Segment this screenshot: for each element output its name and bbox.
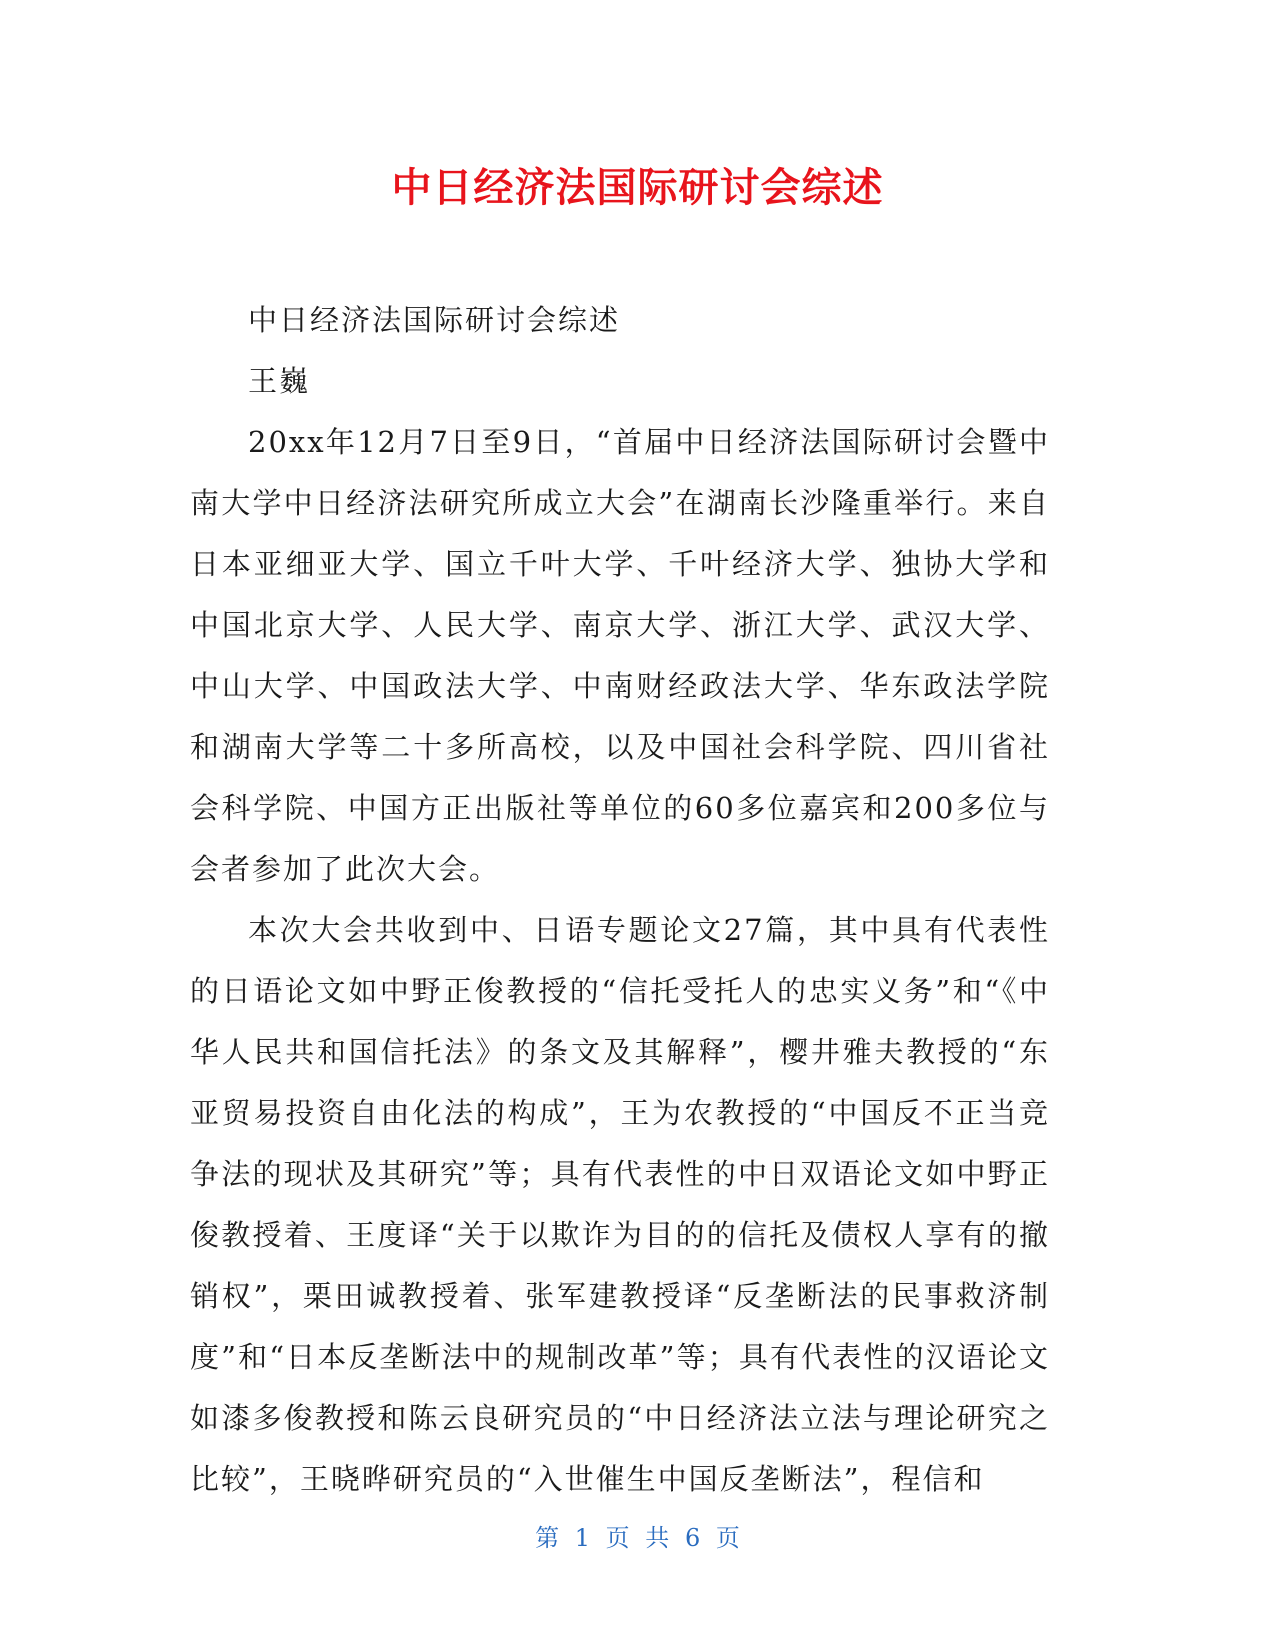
document-body: [190, 290, 1050, 1510]
paragraph-subtitle: 中日经济法国际研讨会综述: [248, 303, 621, 337]
paragraph-papers: 本次大会共收到中、日语专题论文27篇，其中具有代表性的日语论文如中野正俊教授的“信托受托人的忠实义务”和“《中华人民共和国信托法》的条文及其解释”，樱井雅夫教授的“东亚贸易投资自由化法的构成”，王为农教授的“中国反不正当竞争法的现状及其研究”等；具有代表性的中日双语论文如中野正俊教授着、王度译“关于以欺诈为目的的信托及债权人享有的撤销权”，栗田诚教授着、张军建教授译“反垄断法的民事救济制度”和“日本反垄断法中的规制改革”等；具有代表性的汉语论文如漆多俊教授和陈云良研究员的“中日经济法立法与理论研究之比较”，王晓晔研究员的“入世催生中国反垄断法”，程信和: [190, 913, 1050, 1496]
page-number-footer: 第 1 页 共 6 页: [535, 1524, 740, 1552]
document-title: 中日经济法国际研讨会综述: [391, 165, 884, 211]
paragraph-intro: 20xx年12月7日至9日，“首届中日经济法国际研讨会暨中南大学中日经济法研究所成立大会”在湖南长沙隆重举行。来自日本亚细亚大学、国立千叶大学、千叶经济大学、独协大学和中国北京大学、人民大学、南京大学、浙江大学、武汉大学、中山大学、中国政法大学、中南财经政法大学、华东政法学院和湖南大学等二十多所高校，以及中国社会科学院、四川省社会科学院、中国方正出版社等单位的60多位嘉宾和200多位与会者参加了此次大会。: [190, 425, 1050, 886]
paragraph-author: 王巍: [248, 364, 311, 398]
